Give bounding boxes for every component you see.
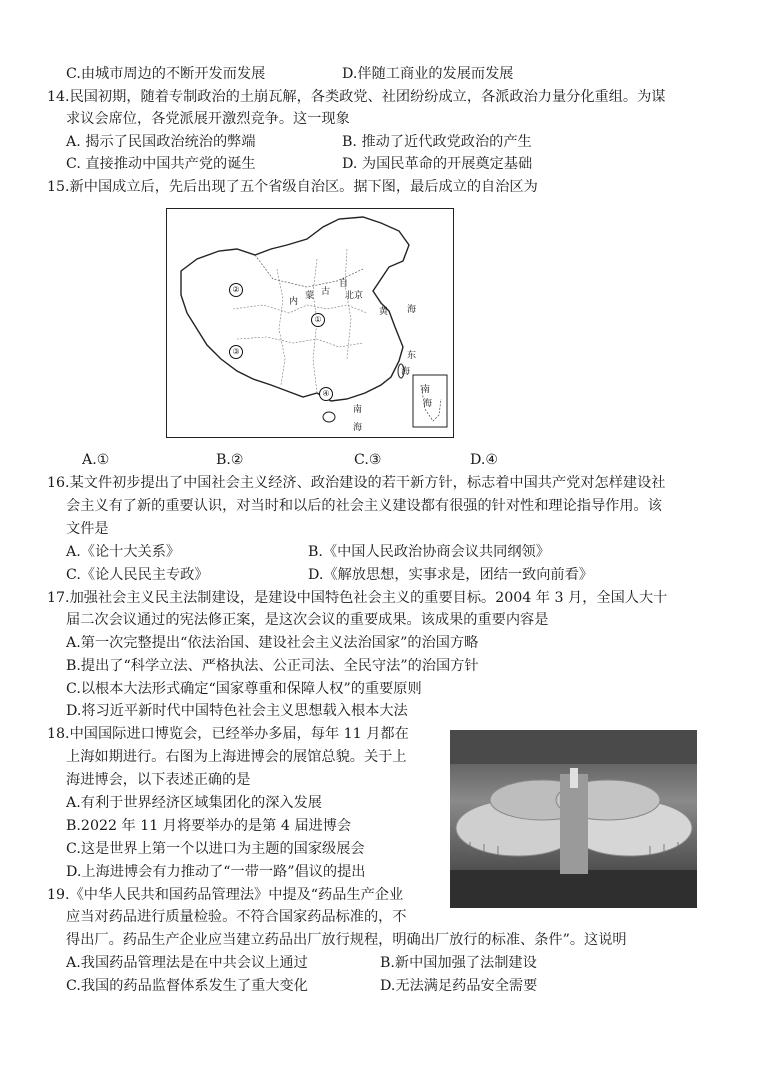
q17-option-a: A.第一次完整提出“依法治国、建设社会主义法治国家”的治国方略 xyxy=(66,635,479,651)
q17-option-c: C.以根本大法形式确定“国家尊重和保障人权”的重要原则 xyxy=(66,681,422,697)
q13-option-c: C.由城市周边的不断开发而发展 xyxy=(66,66,266,82)
q16-stem-line2: 会主义有了新的重要认识，对当时和以后的社会主义建设都有很强的针对性和理论指导作用。该 xyxy=(66,498,662,514)
q14-option-c: C. 直接推动中国共产党的诞生 xyxy=(66,156,256,172)
q18-option-b: B.2022 年 11 月将要举办的是第 4 届进博会 xyxy=(66,818,352,834)
map-label-dong: 东 xyxy=(407,351,417,361)
q16-stem-line3: 文件是 xyxy=(66,521,109,537)
q18-option-a: A.有利于世界经济区域集团化的深入发展 xyxy=(66,795,322,811)
map-label-gu: 古 xyxy=(321,287,331,297)
q18-stem-line2: 上海如期进行。右图为上海进博会的展馆总貌。关于上 xyxy=(66,749,407,765)
q15-option-c: C.③ xyxy=(354,452,382,468)
map-label-beijing: 北京 xyxy=(345,291,364,301)
map-label-hai-1: 海 xyxy=(407,305,417,315)
expo-center-photo xyxy=(450,730,697,908)
q16-option-b: B.《中国人民政治协商会议共同纲领》 xyxy=(308,544,550,560)
map-label-hai-3: 海 xyxy=(353,423,363,433)
map-label-hai-inset: 海 xyxy=(423,399,433,409)
q18-option-d: D.上海进博会有力推动了“一带一路”倡议的提出 xyxy=(66,864,366,880)
q16-option-d: D.《解放思想，实事求是，团结一致向前看》 xyxy=(308,567,593,583)
q17-stem-line1: 17.加强社会主义民主法制建设，是建设中国特色社会主义的重要目标。2004 年 3 月，全国人大十 xyxy=(47,590,668,606)
q15-option-a: A.① xyxy=(82,452,110,468)
map-label-nei: 内 xyxy=(289,297,299,307)
map-label-nan-inset: 南 xyxy=(421,385,431,395)
q19-stem-line3: 得出厂。药品生产企业应当建立药品出厂放行规程，明确出厂放行的标准、条件”。这说明 xyxy=(66,932,627,948)
q18-option-c: C.这是世界上第一个以进口为主题的国家级展会 xyxy=(66,841,365,857)
china-map xyxy=(166,208,454,438)
q19-stem-line2: 应当对药品进行质量检验。不符合国家药品标准的，不 xyxy=(66,909,407,925)
q17-option-b: B.提出了“科学立法、严格执法、公正司法、全民守法”的治国方针 xyxy=(66,658,479,674)
q15-option-d: D.④ xyxy=(470,452,499,468)
map-label-huang: 黄 xyxy=(379,307,389,317)
q14-option-b: B. 推动了近代政党政治的产生 xyxy=(342,134,532,150)
q14-stem-line2: 求议会席位，各党派展开激烈竞争。这一现象 xyxy=(66,111,350,127)
q16-option-a: A.《论十大关系》 xyxy=(66,544,181,560)
map-label-zi: 自 xyxy=(339,279,349,289)
q19-option-b: B.新中国加强了法制建设 xyxy=(380,955,537,971)
q13-option-d: D.伴随工商业的发展而发展 xyxy=(342,66,514,82)
q14-stem-line1: 14.民国初期，随着专制政治的土崩瓦解，各类政党、社团纷纷成立，各派政治力量分化重组。为谋 xyxy=(47,89,666,105)
expo-center-drawing xyxy=(450,730,697,908)
q18-stem-line1: 18.中国国际进口博览会，已经举办多届，每年 11 月都在 xyxy=(47,726,409,742)
map-marker-1: ① xyxy=(311,313,325,327)
map-marker-3: ③ xyxy=(229,345,243,359)
q15-option-b: B.② xyxy=(216,452,244,468)
map-label-meng: 蒙 xyxy=(305,291,315,301)
map-label-nan: 南 xyxy=(353,405,363,415)
q17-option-d: D.将习近平新时代中国特色社会主义思想载入根本大法 xyxy=(66,703,408,719)
q19-option-d: D.无法满足药品安全需要 xyxy=(380,978,538,994)
china-map-outline xyxy=(167,209,453,437)
q15-stem: 15.新中国成立后，先后出现了五个省级自治区。据下图，最后成立的自治区为 xyxy=(47,179,538,195)
q16-stem-line1: 16.某文件初步提出了中国社会主义经济、政治建设的若干新方针，标志着中国共产党对怎样建设社 xyxy=(47,475,666,491)
map-marker-2: ② xyxy=(229,283,243,297)
map-marker-4: ④ xyxy=(319,387,333,401)
q19-option-c: C.我国的药品监督体系发生了重大变化 xyxy=(66,978,308,994)
q16-option-c: C.《论人民民主专政》 xyxy=(66,567,209,583)
q14-option-a: A. 揭示了民国政治统治的弊端 xyxy=(66,134,256,150)
q19-stem-line1: 19.《中华人民共和国药品管理法》中提及“药品生产企业 xyxy=(47,887,404,903)
q17-stem-line2: 届二次会议通过的宪法修正案，是这次会议的重要成果。该成果的重要内容是 xyxy=(66,612,549,628)
q19-option-a: A.我国药品管理法是在中共会议上通过 xyxy=(66,955,308,971)
map-label-hai-2: 海 xyxy=(401,367,411,377)
q18-stem-line3: 海进博会，以下表述正确的是 xyxy=(66,772,251,788)
q14-option-d: D. 为国民革命的开展奠定基础 xyxy=(342,156,533,172)
